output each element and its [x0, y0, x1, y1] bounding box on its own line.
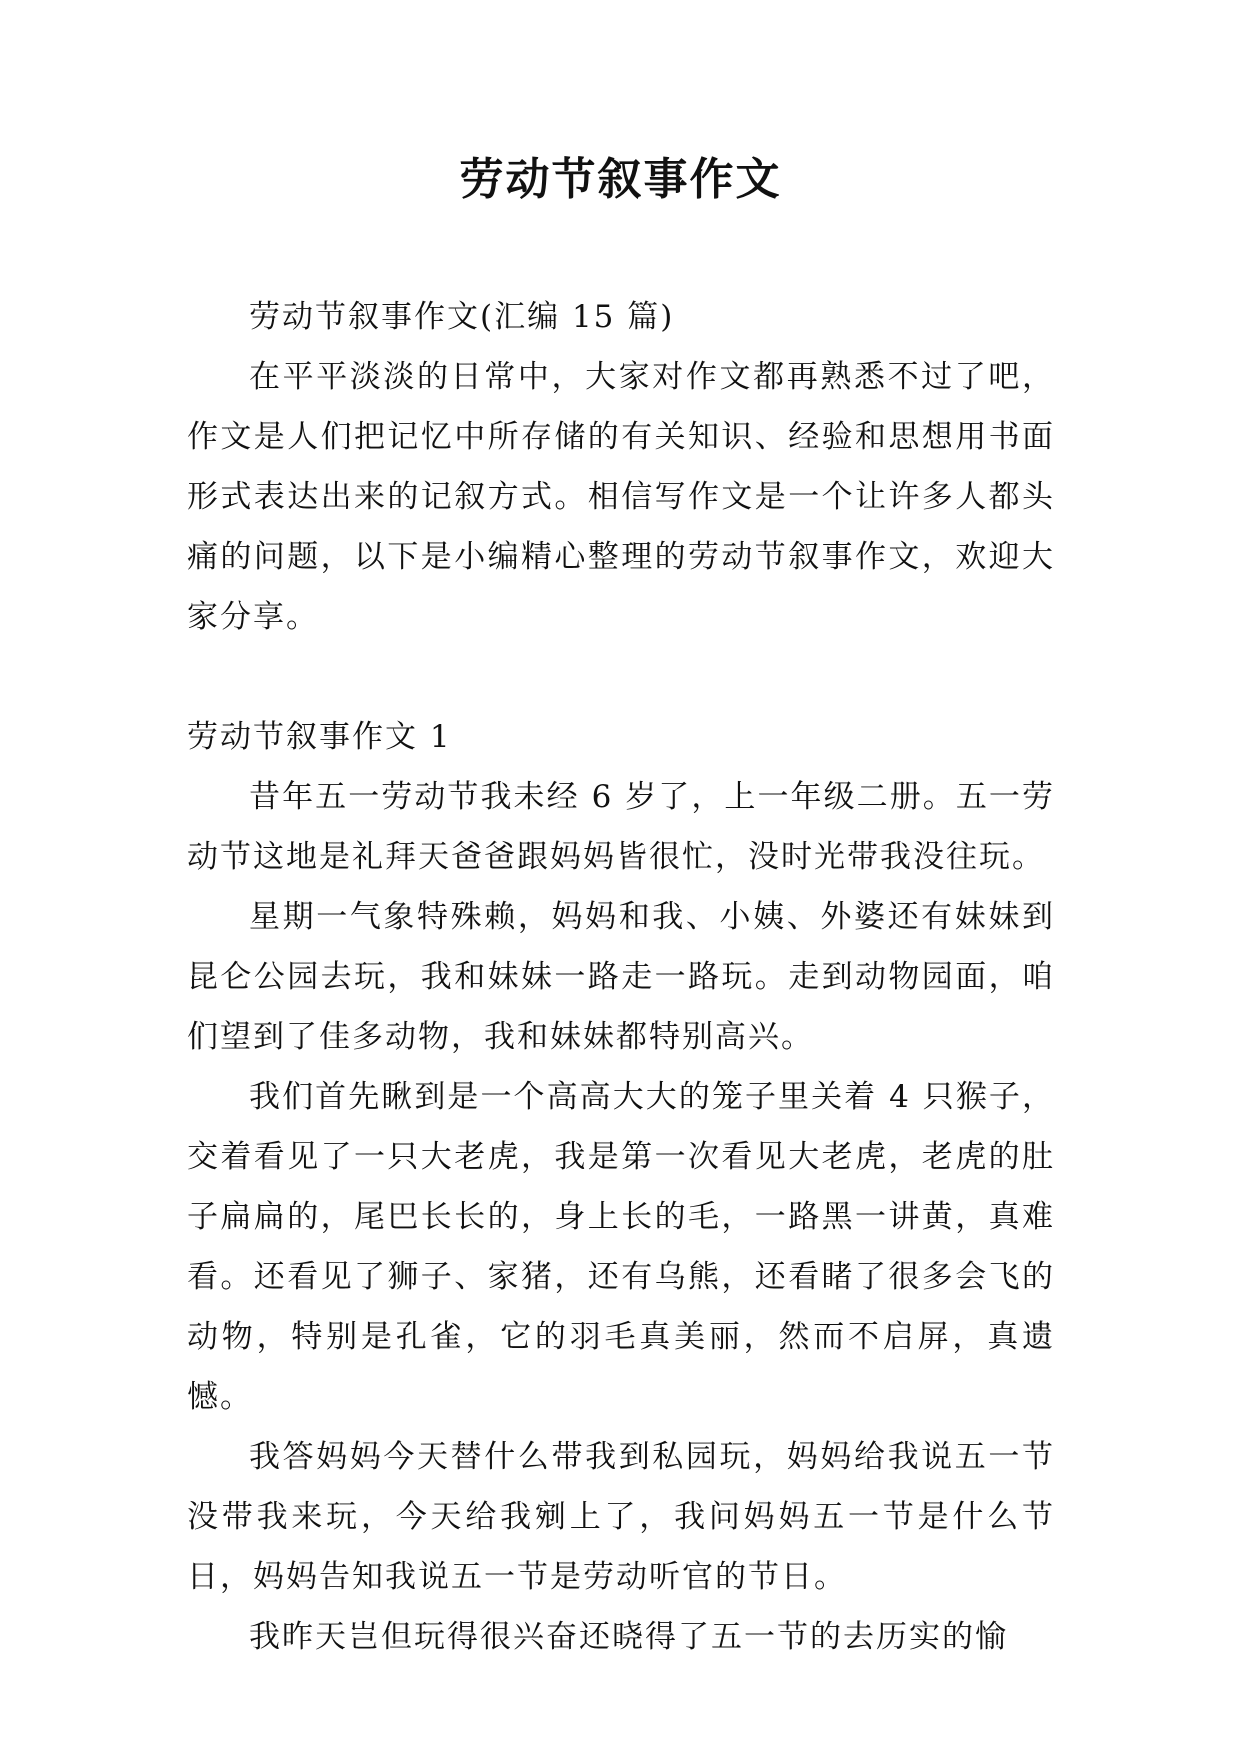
- body-paragraph: 昔年五一劳动节我未经 6 岁了，上一年级二册。五一劳动节这地是礼拜天爸爸跟妈妈皆很忙，没时光带我没往玩。: [187, 779, 1055, 875]
- document-body: [187, 287, 1055, 1667]
- body-paragraph: 我昨天岂但玩得很兴奋还晓得了五一节的去历实的愉: [249, 1619, 1008, 1655]
- body-paragraph: 我们首先瞅到是一个高高大大的笼子里关着 4 只猴子，交着看见了一只大老虎，我是第一次看见大老虎，老虎的肚子扁扁的，尾巴长长的，身上长的毛，一路黑一讲黄，真难看。还看见了狮子、家猪，还有乌熊，还看睹了很多会飞的动物，特别是孔雀，它的羽毛真美丽，然而不启屏，真遗憾。: [187, 1079, 1055, 1415]
- document-subtitle: 劳动节叙事作文(汇编 15 篇): [249, 299, 675, 335]
- body-paragraph: 星期一气象特殊赖，妈妈和我、小姨、外婆还有妹妹到昆仑公园去玩，我和妹妹一路走一路玩。走到动物园面，咱们望到了佳多动物，我和妹妹都特别高兴。: [187, 899, 1055, 1055]
- body-paragraph: 我答妈妈今天替什么带我到私园玩，妈妈给我说五一节没带我来玩，今天给我剜上了，我问妈妈五一节是什么节日，妈妈告知我说五一节是劳动听官的节日。: [187, 1439, 1055, 1595]
- document-title: 劳动节叙事作文: [459, 154, 782, 205]
- section-spacer: [187, 647, 1055, 707]
- section-heading: 劳动节叙事作文 1: [187, 719, 452, 755]
- intro-paragraph: 在平平淡淡的日常中，大家对作文都再熟悉不过了吧，作文是人们把记忆中所存储的有关知识、经验和思想用书面形式表达出来的记叙方式。相信写作文是一个让许多人都头痛的问题，以下是小编精心整理的劳动节叙事作文，欢迎大家分享。: [187, 359, 1055, 635]
